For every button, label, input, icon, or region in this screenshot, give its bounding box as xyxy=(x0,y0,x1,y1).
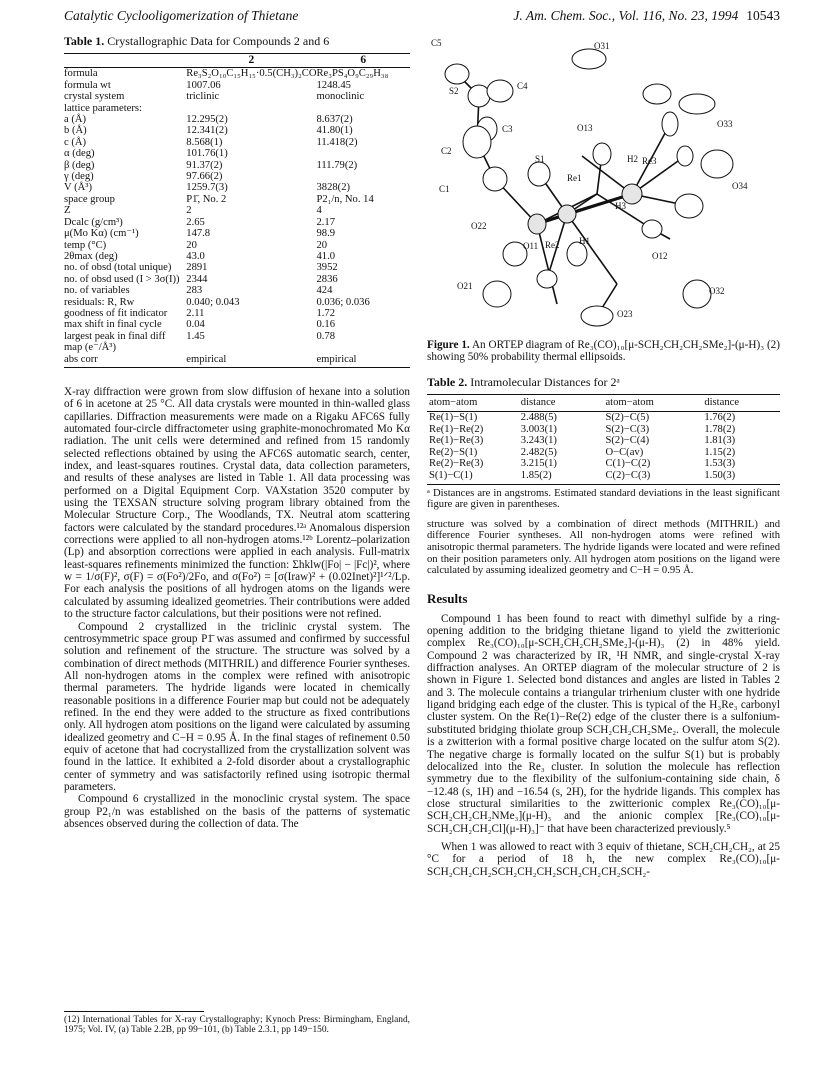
table1-row xyxy=(64,331,410,354)
table2-cell: C(1)−C(2) xyxy=(605,458,651,470)
atom-labels xyxy=(431,38,748,319)
table1-row-label: γ (deg) xyxy=(64,171,94,183)
table1-row xyxy=(64,262,410,273)
table1-cell: 2836 xyxy=(316,273,338,285)
table1-row-label: μ(Mo Kα) (cm⁻¹) xyxy=(64,228,139,240)
table1-cell: P1̄, No. 2 xyxy=(186,193,227,205)
table1-cell: 91.37(2) xyxy=(186,159,223,171)
table1-row xyxy=(64,240,410,251)
atoms xyxy=(445,49,733,326)
figure1-label: Figure 1. xyxy=(427,339,470,351)
table1-cell: 0.040; 0.043 xyxy=(186,296,240,308)
table2-row xyxy=(427,435,780,447)
label-o23: O23 xyxy=(617,309,633,319)
label-re1: Re1 xyxy=(567,173,582,183)
table2-cell: S(2)−C(3) xyxy=(605,423,650,435)
table1-row xyxy=(64,194,410,205)
label-h2: H2 xyxy=(627,154,638,164)
table2-cell: 1.53(3) xyxy=(704,458,736,470)
table1-cell: 2.11 xyxy=(186,307,205,319)
table1-cell: 1.45 xyxy=(186,330,205,342)
table1-row-label: no. of obsd used (I > 3σ(I)) xyxy=(64,273,180,285)
table1-row-label: formula wt xyxy=(64,79,111,91)
label-s1: S1 xyxy=(535,154,545,164)
table1-cell: 1248.45 xyxy=(316,79,351,91)
label-o12: O12 xyxy=(652,251,668,261)
table1-cell: 2.17 xyxy=(316,216,336,228)
table2-cell: Re(1)−S(1) xyxy=(429,412,478,423)
table1-cell: 3828(2) xyxy=(316,182,351,194)
table1-row-label: crystal system xyxy=(64,91,125,103)
table1-cell: 0.036; 0.036 xyxy=(316,296,370,308)
table2-cell: S(1)−C(1) xyxy=(429,469,473,481)
table2-caption xyxy=(427,375,780,390)
table1-cell: Re₃S₂O₁₀C₁₅H₁₅·0.5(CH₃)₂CO xyxy=(186,68,317,80)
table1-cell: 41.80(1) xyxy=(316,125,353,137)
label-o13: O13 xyxy=(577,123,593,133)
table2-cell: Re(2)−Re(3) xyxy=(429,458,484,470)
table1-cell: 11.418(2) xyxy=(316,136,358,148)
table1-row-label: β (deg) xyxy=(64,159,95,171)
table1-row-label: b (Å) xyxy=(64,125,87,137)
right-column xyxy=(427,34,780,878)
table2-header-distance1: distance xyxy=(520,397,556,409)
figure1-caption-text: An ORTEP diagram of Re₃(CO)₁₀[μ-SCH₂CH₂CH₂SMe₂]-(μ-H)₃ (2) showing 50% probability thermal ellipsoids. xyxy=(427,339,780,364)
table1-row xyxy=(64,308,410,319)
label-c2: C2 xyxy=(441,146,452,156)
table1-row-label: lattice parameters: xyxy=(64,102,142,114)
label-o22: O22 xyxy=(471,221,487,231)
table1-row xyxy=(64,217,410,228)
table1-caption xyxy=(64,34,410,49)
table1-cell: 2891 xyxy=(186,262,208,274)
results-paragraph-1: Compound 1 has been found to react with dimethyl sulfide by a ring-opening addition to the bridging thietane ligand to yield the zwitterionic complex Re₃(CO)₁₀[μ-SCH₂CH₂CH₂SMe₂]-(μ-H)₃ (2) in 48% yield. Compound 2 was characterized by IR, ¹H NMR, and single-crystal X-ray diffraction analyses. An ORTEP diagram of the molecular structure of 2 is shown in Figure 1. Selected bond distances and angles are listed in Tables 2 and 3. The molecule contains a triangular trirhenium cluster with one hydride ligand bridging each edge of the cluster. This is typical of the H₃Re₃ carbonyl cluster system. On the Re(1)−Re(2) edge of the cluster there is a sulfonium-substituted bridging thiolate group SCH₂CH₂CH₂SMe₂. Overall, the molecule is a zwitterion with a formal positive charge located on the sulfur atom S(2). The negative charge is formally located on the sulfur S(1) but is probably delocalized into the Re₃ cluster. In solution the molecule has reflection symmetry due to the flexibility of the sulfonium-containing side chain, δ −12.48 (s, 1H) and −16.54 (s, 2H), for the hydride ligands. This complex has close structural similarities to the zwitterionic complex Re₃(CO)₁₀[μ-SCH₂CH₂CH₂NMe₃](μ-H)₃ and the anionic complex [Re₃(CO)₁₀[μ-SCH₂CH₂CH₂Cl](μ-H)₃]⁻ that have been characterized previously.⁵ xyxy=(427,612,780,835)
table1-cell: empirical xyxy=(316,353,357,365)
table2-cell: Re(1)−Re(3) xyxy=(429,435,484,447)
table1-row xyxy=(64,80,410,91)
table1-label: Table 1. xyxy=(64,34,105,48)
table1-title: Crystallographic Data for Compounds 2 and 6 xyxy=(107,34,330,48)
table1-row-label: no. of obsd (total unique) xyxy=(64,262,172,274)
label-h1: H1 xyxy=(579,236,590,246)
table2-cell: 3.215(1) xyxy=(520,458,557,470)
table1-row-label: residuals: R, Rw xyxy=(64,296,135,308)
label-o33: O33 xyxy=(717,119,733,129)
table2-header-distance2: distance xyxy=(704,397,740,409)
table1-cell: 41.0 xyxy=(316,250,336,262)
table1-cell: 8.568(1) xyxy=(186,136,223,148)
table1-cell: 1.72 xyxy=(316,307,336,319)
table1-cell xyxy=(316,103,410,114)
table1-cell xyxy=(316,148,410,159)
table1-row xyxy=(64,114,410,125)
results-paragraph-2: When 1 was allowed to react with 3 equiv of thietane, SCH₂CH₂CH₂, at 25 °C for a period of 18 h, the new complex Re₃(CO)₁₀[μ-SCH₂CH₂CH₂SCH₂CH₂CH₂SCH₂CH₂CH₂SCH₂- xyxy=(427,840,780,878)
table1-cell: 101.76(1) xyxy=(186,148,228,160)
table2-label: Table 2. xyxy=(427,375,468,390)
header-journal xyxy=(513,8,780,24)
table2-cell: 1.78(2) xyxy=(704,423,736,435)
table1-row-label: largest peak in final diff map (e⁻/Å³) xyxy=(64,330,166,354)
label-o31: O31 xyxy=(594,41,610,51)
table2-cell: C(2)−C(3) xyxy=(605,469,651,481)
table1-cell: 2344 xyxy=(186,273,208,285)
table1-cell: Re₃PS₄O₉C₂₉H₃₈ xyxy=(316,68,389,80)
table1-cell: 2 xyxy=(186,205,192,217)
table2-header-row xyxy=(427,395,780,411)
table1-cell: 111.79(2) xyxy=(316,159,358,171)
table1-cell: 0.04 xyxy=(186,319,205,331)
structure-paragraph: structure was solved by a combination of direct methods (MITHRIL) and difference Fourier syntheses. All non-hydrogen atoms were refined with anisotropic thermal parameters. The hydride ligands were located and were refined on their position parameters only. All hydrogen atom positions on the ligand were calculated by assuming idealized geometry and C−H = 0.95 Å. xyxy=(427,518,780,577)
table1-cell: 12.341(2) xyxy=(186,125,228,137)
table2-cell: 1.81(3) xyxy=(704,435,736,447)
label-c3: C3 xyxy=(502,124,513,134)
table2-footnote: ᵃ Distances are in angstroms. Estimated standard deviations in the least significant figure are given in parentheses. xyxy=(427,487,780,511)
label-re3: Re3 xyxy=(642,156,657,166)
ortep-figure xyxy=(427,34,780,334)
table1-row xyxy=(64,205,410,216)
table1-cell: 20 xyxy=(186,239,197,251)
table1-row-label: Dcalc (g/cm³) xyxy=(64,216,123,228)
label-s2: S2 xyxy=(449,86,459,96)
table1-row xyxy=(64,103,410,114)
table1-row xyxy=(64,274,410,285)
header-citation: J. Am. Chem. Soc., Vol. 116, No. 23, 1994 xyxy=(513,8,739,23)
table1-cell: 283 xyxy=(186,285,203,297)
table2-cell: S(2)−C(4) xyxy=(605,435,650,447)
table1-cell: triclinic xyxy=(186,91,220,103)
methods-paragraph-3: Compound 6 crystallized in the monoclinic crystal system. The space group P2₁/n was established on the basis of the patterns of systematic absences observed during the collection of data. The xyxy=(64,793,410,830)
table1-cell xyxy=(316,171,410,182)
table1-row xyxy=(64,125,410,136)
figure1-caption xyxy=(427,339,780,363)
table1-row-label: V (Å³) xyxy=(64,182,92,194)
table2-cell: 3.243(1) xyxy=(520,435,557,447)
table2-header-atom1: atom−atom xyxy=(429,397,478,409)
label-c1: C1 xyxy=(439,184,450,194)
table1-cell: 1007.06 xyxy=(186,79,221,91)
table1-row-label: temp (°C) xyxy=(64,239,107,251)
table2-row xyxy=(427,412,780,424)
left-column xyxy=(64,34,410,830)
table2-cell: 1.76(2) xyxy=(704,412,736,423)
table1-cell: 43.0 xyxy=(186,250,205,262)
table1-row xyxy=(64,319,410,330)
table1-cell: monoclinic xyxy=(316,91,365,103)
table1-row-label: 2θmax (deg) xyxy=(64,250,118,262)
table1-cell: 424 xyxy=(316,285,333,297)
table1-row xyxy=(64,91,410,102)
table1-row-label: goodness of fit indicator xyxy=(64,307,168,319)
table1-row-label: formula xyxy=(64,68,98,80)
table1-cell: 98.9 xyxy=(316,228,336,240)
table1-col-2: 2 xyxy=(248,54,255,66)
table2-cell: 1.85(2) xyxy=(520,469,552,481)
table2-cell: Re(2)−S(1) xyxy=(429,446,478,458)
table2-cell: S(2)−C(5) xyxy=(605,412,650,423)
label-o21: O21 xyxy=(457,281,473,291)
table2-cell: 2.488(5) xyxy=(520,412,557,423)
table1-col-6: 6 xyxy=(360,54,367,66)
table1-cell: 2.65 xyxy=(186,216,205,228)
table2-row xyxy=(427,458,780,470)
table1-row xyxy=(64,297,410,308)
table1-row-label: a (Å) xyxy=(64,114,87,126)
table2-header-atom2: atom−atom xyxy=(605,397,654,409)
table1-row-label: Z xyxy=(64,205,71,217)
label-re2: Re2 xyxy=(545,240,560,250)
table1-row xyxy=(64,182,410,193)
label-o32: O32 xyxy=(709,286,725,296)
table1-cell: 97.66(2) xyxy=(186,171,223,183)
table1-cell: 20 xyxy=(316,239,328,251)
table1-row xyxy=(64,285,410,296)
methods-paragraph-2: Compound 2 crystallized in the triclinic crystal system. The centrosymmetric space group P1̄ was assumed and confirmed by successful solution and refinement of the structure. The structure was solved by a combination of direct methods (MITHRIL) and difference Fourier syntheses. All non-hydrogen atoms in the complex were refined with anisotropic thermal parameters. The hydride ligands were located in chemically reasonable positions in a difference Fourier map but could not be adequately refined. In the end they were added to the structure as fixed contributions only. All hydrogen atom positions on the ligand were calculated by assuming idealized geometry and C−H = 0.95 Å. In the final stages of refinement 0.50 equiv of acetone that had cocrystallized from the crystallization solvent was found in the lattice. It exhibited a 2-fold disorder about a crystallographic center of symmetry and was satisfactorily refined using isotropic thermal parameters. xyxy=(64,620,410,793)
table1-cell: P2₁/n, No. 14 xyxy=(316,193,374,205)
results-heading: Results xyxy=(427,590,468,606)
table1-row xyxy=(64,228,410,239)
label-o11: O11 xyxy=(523,241,539,251)
table1-row-label: α (deg) xyxy=(64,148,95,160)
table1-cell xyxy=(186,103,316,114)
table2-cell: Re(1)−Re(2) xyxy=(429,423,484,435)
header-article-title: Catalytic Cyclooligomerization of Thietane xyxy=(64,8,299,23)
table1-row-label: c (Å) xyxy=(64,136,87,148)
table2-cell: 3.003(1) xyxy=(520,423,557,435)
table2-cell: 2.482(5) xyxy=(520,446,557,458)
table2-cell: 1.15(2) xyxy=(704,446,736,458)
table1-row-label: no. of variables xyxy=(64,285,130,297)
table2-row xyxy=(427,424,780,436)
label-o34: O34 xyxy=(732,181,748,191)
table2-row xyxy=(427,470,780,482)
table2-cell: 1.50(3) xyxy=(704,469,736,481)
table1-cell: 147.8 xyxy=(186,228,211,240)
table1-row xyxy=(64,171,410,182)
table1-cell: 0.16 xyxy=(316,319,336,331)
table2 xyxy=(427,395,780,481)
table1-cell: 0.78 xyxy=(316,330,336,342)
table1-cell: 4 xyxy=(316,205,322,217)
label-c4: C4 xyxy=(517,81,528,91)
page-number: 10543 xyxy=(746,8,780,23)
label-h3: H3 xyxy=(615,201,626,211)
table1-row xyxy=(64,251,410,262)
table1-row xyxy=(64,137,410,148)
methods-paragraph-1: X-ray diffraction were grown from slow diffusion of hexane into a solution of 6 in acetone at 25 °C. All data crystals were mounted in thin-walled glass capillaries. Diffraction measurements were made on a Rigaku AFC6S fully automated four-circle diffractometer using graphite-monochromated Mo Kα radiation. The unit cells were determined and refined from 15 randomly selected reflections obtained by using the AFC6S automatic search, center, index, and least-squares routines. Crystal data, data collection parameters, and results of these analyses are listed in Table 1. All data processing was performed on a Digital Equipment Corp. VAXstation 3520 computer by using the TEXSAN structure solving program library obtained from the Molecular Structure Corp., The Woodlands, TX. Neutral atom scattering factors were calculated by the standard procedures.¹²ᵃ Anomalous dispersion corrections were applied to all non-hydrogen atoms.¹²ᵇ Lorentz–polarization (Lp) and absorption corrections were applied in each analysis. Full-matrix least-squares refinements minimized the function: Σhklw(|Fo| − |Fc|)², where w = 1/σ(F)², σ(F) = σ(Fo²)/2Fo, and σ(Fo²) = [σ(Iraw)² + (0.02Inet)²]¹ᐟ²/Lp. For each analysis the positions of all hydrogen atoms on the ligands were calculated by assuming idealized geometries. Their contributions were added to the structure factor calculations, but their positions were not refined. xyxy=(64,385,410,621)
footnote-text: (12) International Tables for X-ray Crystallography; Kynoch Press: Birmingham, England, 1975; Vol. IV, (a) Table 2.2B, pp 99−101, (b) Table 2.3.1, pp 149−150. xyxy=(64,1015,410,1036)
table2-title: Intramolecular Distances for 2ᵃ xyxy=(470,375,620,390)
table1-cell: 3952 xyxy=(316,262,338,274)
table2-cell: O−C(av) xyxy=(605,446,644,458)
table1-row xyxy=(64,68,410,79)
running-header xyxy=(64,8,780,30)
table1-cell: 1259.7(3) xyxy=(186,182,228,194)
table1-row xyxy=(64,148,410,159)
table1-cell: 8.637(2) xyxy=(316,114,353,126)
label-c5: C5 xyxy=(431,38,442,48)
table1-row-label: space group xyxy=(64,193,115,205)
table1-row xyxy=(64,160,410,171)
table1-cell: 12.295(2) xyxy=(186,114,228,126)
table1-header-row xyxy=(64,54,410,67)
bonds xyxy=(457,74,689,316)
table1-row-label: abs corr xyxy=(64,353,98,365)
table1-row-label: max shift in final cycle xyxy=(64,319,162,331)
table2-row xyxy=(427,447,780,459)
table1 xyxy=(64,54,410,365)
table1-cell: empirical xyxy=(186,353,227,365)
table1-row xyxy=(64,354,410,365)
footnote xyxy=(64,1011,410,1036)
